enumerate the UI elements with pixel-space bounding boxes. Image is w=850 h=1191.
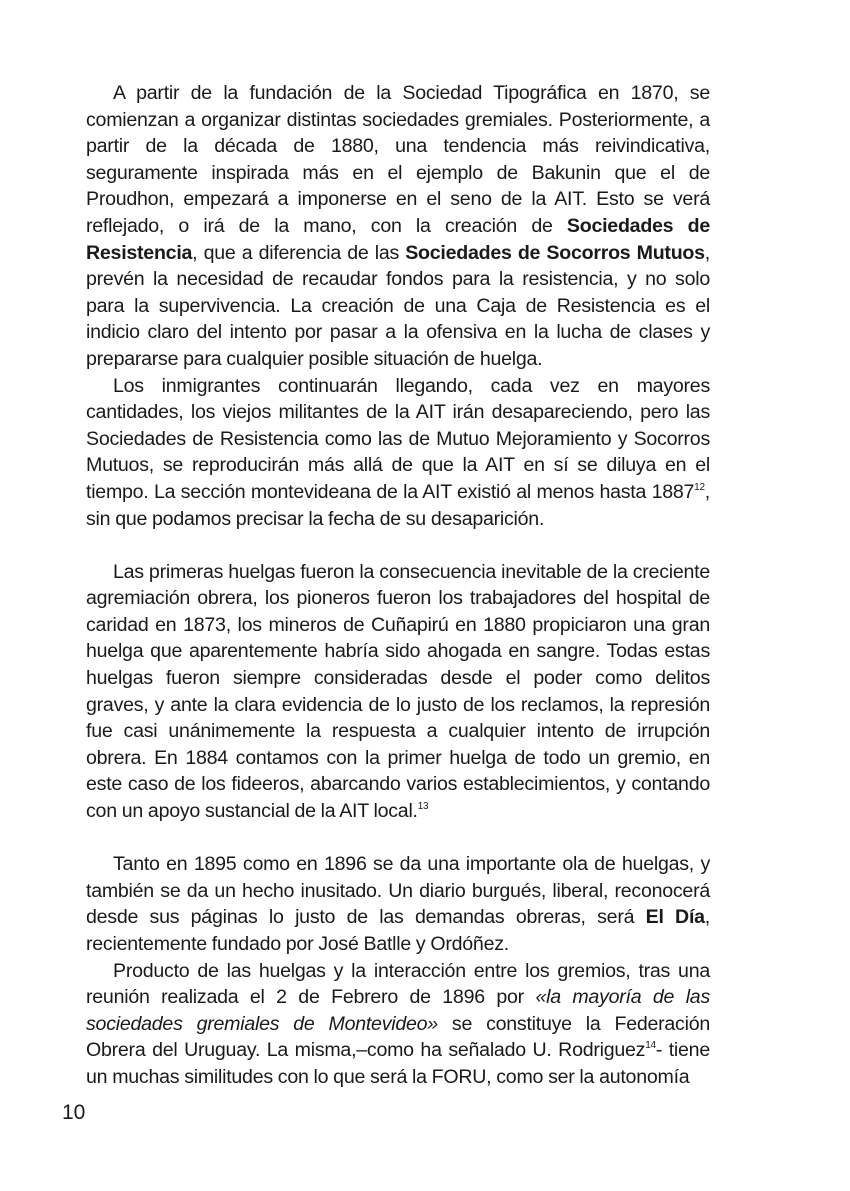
body-paragraph	[86, 851, 710, 957]
text-run: , prevén la necesidad de recaudar fondos para la resistencia, y no solo para la supervivencia. La creación de una Caja de Resistencia es el indicio claro del intento por pasar a la ofensiva en la lucha de clases y prepararse para cualquier posible situación de huelga.	[86, 241, 710, 370]
body-paragraph	[86, 958, 710, 1091]
text-run: Los inmigrantes continuarán llegando, cada vez en mayores cantidades, los viejos militantes de la AIT irán desapareciendo, pero las Sociedades de Resistencia como las de Mutuo Mejoramiento y Socorros Mutuos, se reproducirán más allá de que la AIT en sí se diluya en el tiempo. La sección montevideana de la AIT existió al menos hasta 1887	[86, 374, 710, 503]
body-paragraph	[86, 559, 710, 825]
text-run: Las primeras huelgas fueron la consecuencia inevitable de la creciente agremiación obrera, los pioneros fueron los trabajadores del hospital de caridad en 1873, los mineros de Cuñapirú en 1880 propiciaron una gran huelga que aparentemente habría sido ahogada en sangre. Todas estas huelgas fueron siempre consideradas desde el poder como delitos graves, y ante la clara evidencia de lo justo de los reclamos, la represión fue casi unánimemente la respuesta a cualquier intento de irrupción obrera. En 1884 contamos con la primer huelga de todo un gremio, en este caso de los fideeros, abarcando varios establecimientos, y contando con un apoyo sustancial de la AIT local.	[86, 560, 710, 823]
text-run: , sin que podamos precisar la fecha de su desaparición.	[86, 480, 710, 530]
text-run: A partir de la fundación de la Sociedad Tipográfica en 1870, se comienzan a organizar distintas sociedades gremiales. Posteriormente, a partir de la década de 1880, una tendencia más reivindicativa, seguramente inspirada más en el ejemplo de Bakunin que el de Proudhon, empezará a imponerse en el seno de la AIT. Esto se verá reflejado, o irá de la mano, con la creación de	[86, 82, 710, 237]
footnote-marker: 12	[694, 481, 705, 493]
footnote-marker: 14	[645, 1040, 656, 1052]
text-run: - tiene un muchas similitudes con lo que será la FORU, como ser la autonomía	[86, 1039, 710, 1088]
text-run: , que a diferencia de las	[192, 241, 406, 264]
bold-term: El Día	[645, 906, 705, 929]
text-run: Producto de las huelgas y la interacción entre los gremios, tras una reunión realizada el 2 de Febrero de 1896 por	[86, 959, 710, 1009]
italic-quote: «la mayoría de las sociedades gremiales de Montevideo»	[86, 986, 710, 1035]
text-run: , recientemente fundado por José Batlle y Ordóñez.	[86, 906, 710, 955]
body-paragraph	[86, 373, 710, 533]
body-paragraph	[86, 80, 710, 373]
paragraph-gap	[86, 825, 710, 852]
paragraph-gap	[86, 532, 710, 559]
page-body	[86, 80, 710, 1091]
text-run: Tanto en 1895 como en 1896 se da una importante ola de huelgas, y también se da un hecho inusitado. Un diario burgués, liberal, reconocerá desde sus páginas lo justo de las demandas obreras, será	[86, 853, 710, 929]
bold-term: Sociedades de Socorros Mutuos	[405, 241, 705, 264]
bold-term: Sociedades de Resistencia	[86, 214, 710, 264]
text-run: se constituye la Federación Obrera del Uruguay. La misma,–como ha señalado U. Rodriguez	[86, 1012, 710, 1062]
footnote-marker: 13	[417, 801, 429, 813]
page-number: 10	[62, 1101, 86, 1124]
